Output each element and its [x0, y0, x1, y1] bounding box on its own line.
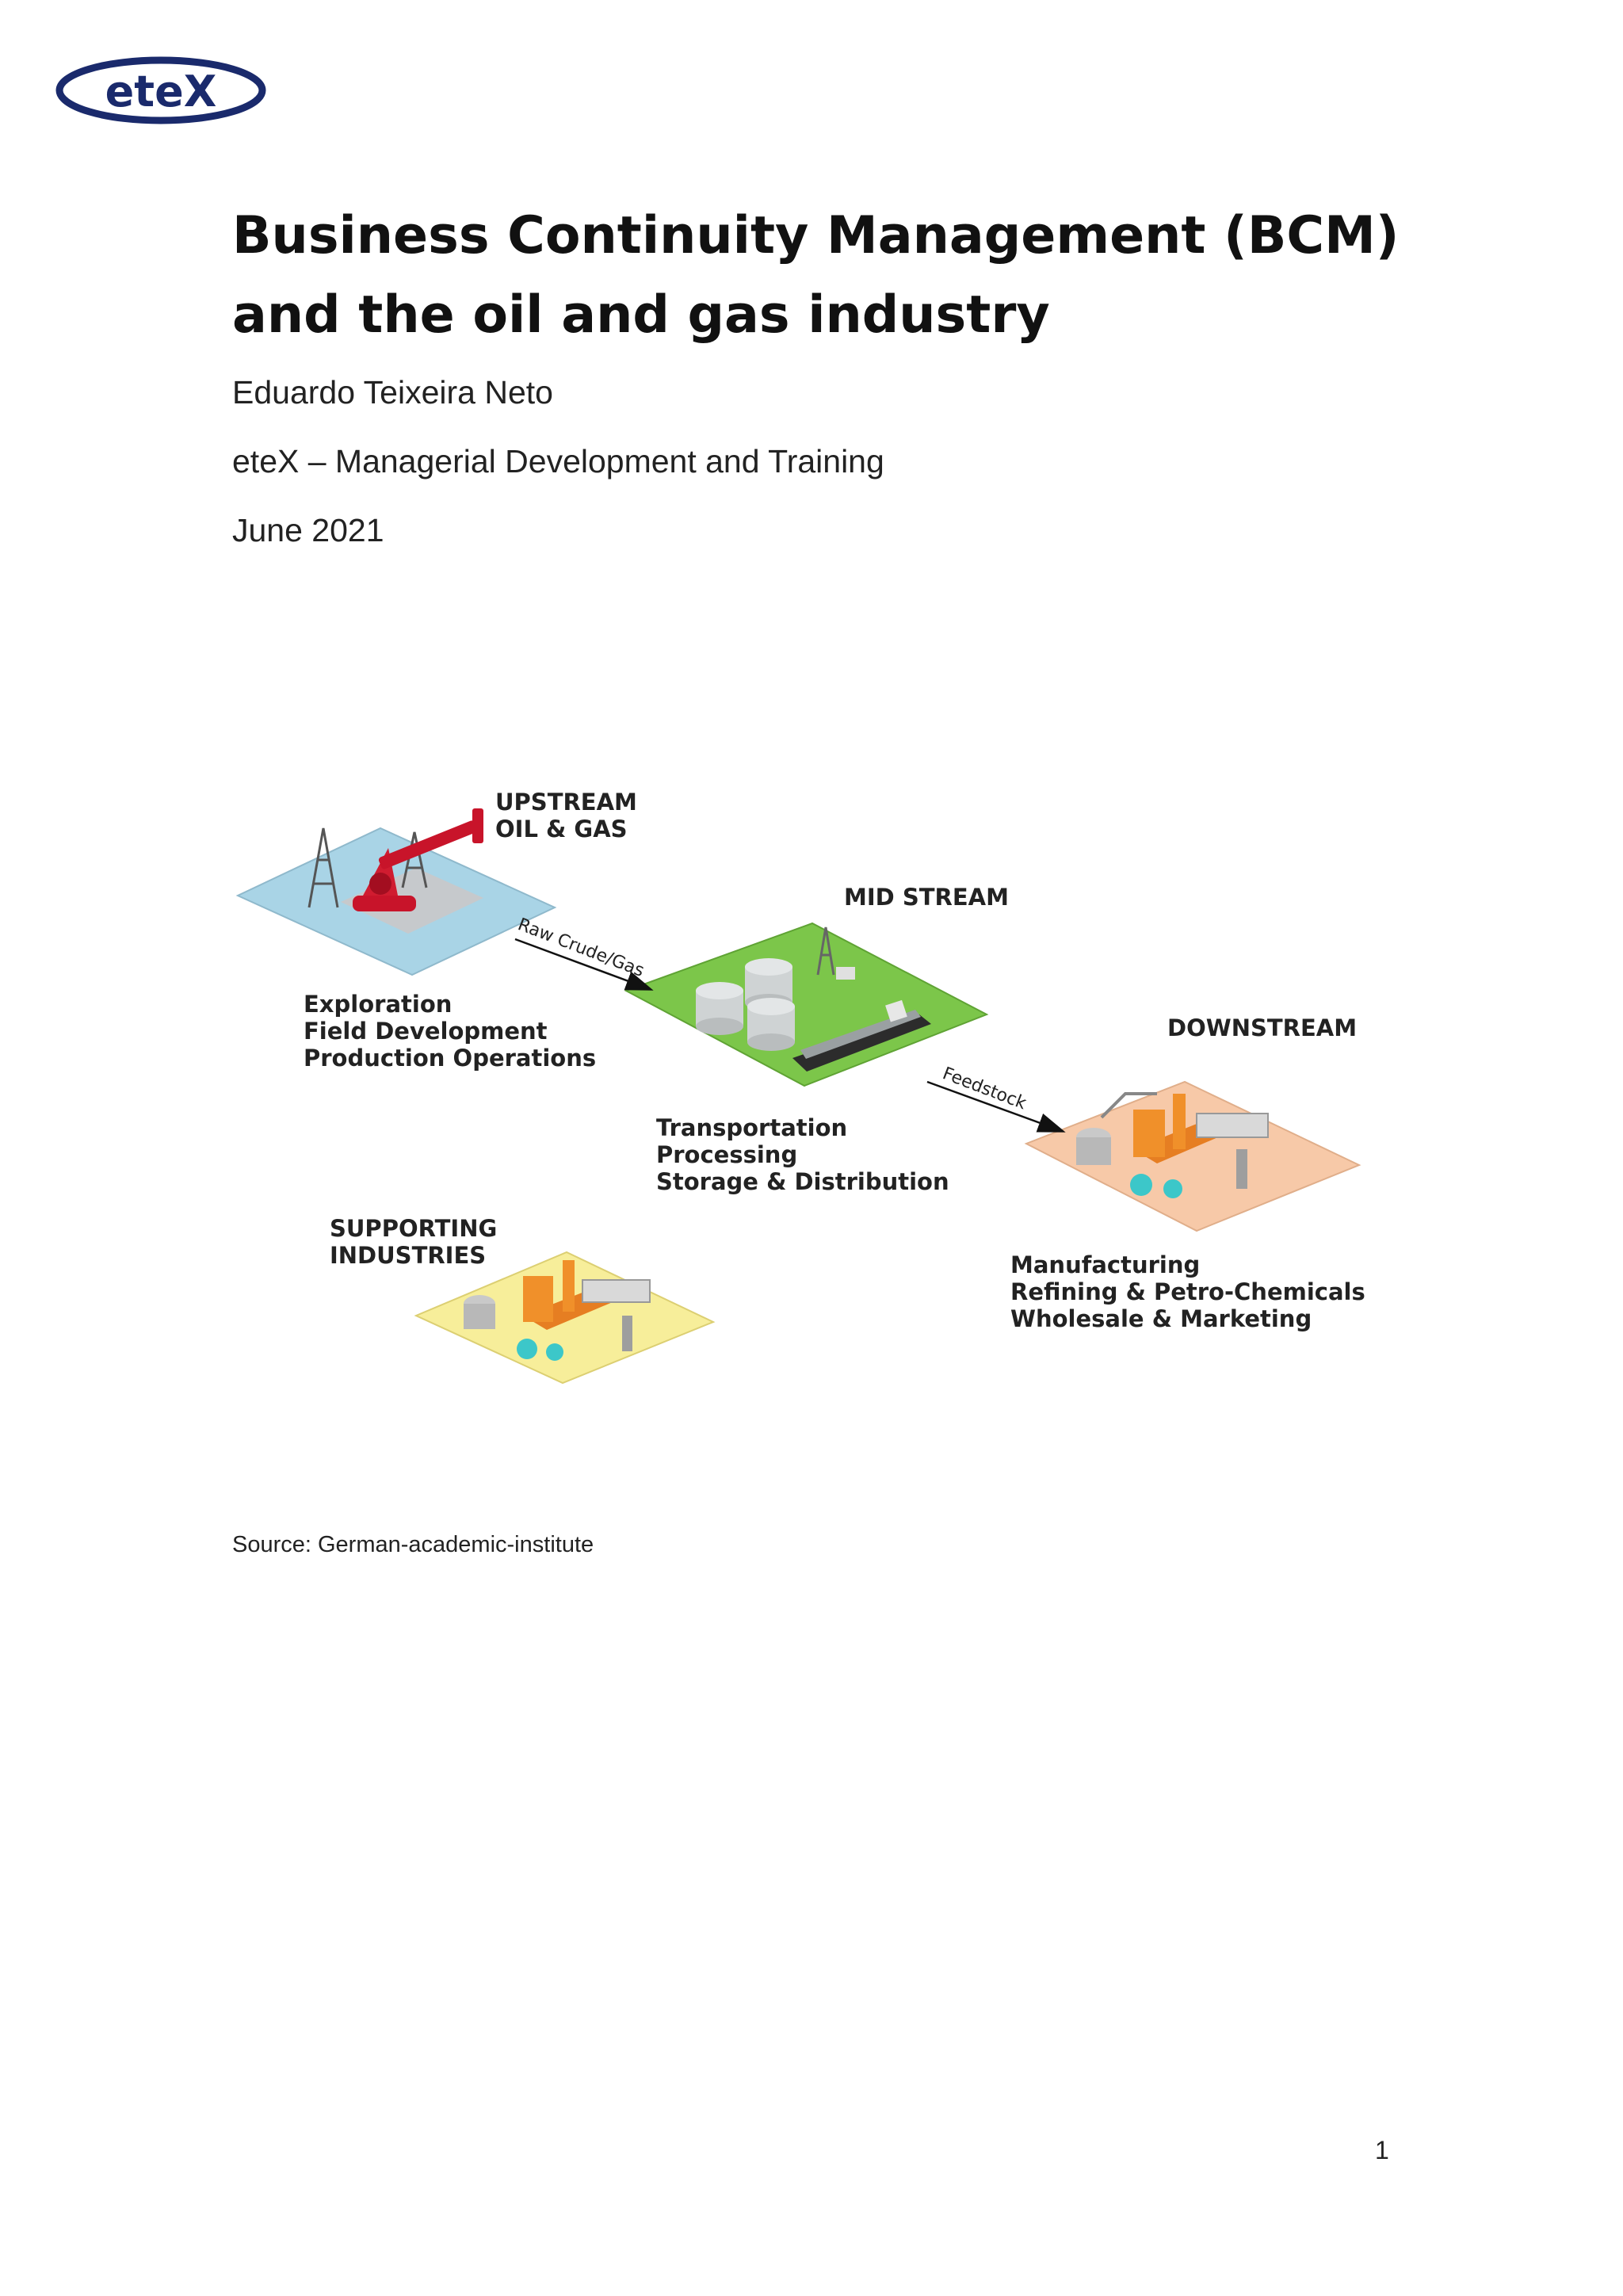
- supporting-labels: [330, 1215, 497, 1269]
- page-number: 1: [1375, 2136, 1389, 2164]
- midstream-platform: [626, 923, 987, 1086]
- upstream-activity: Exploration: [304, 991, 453, 1018]
- organization-name: eteX – Managerial Development and Training: [232, 443, 884, 479]
- author-name: Eduardo Teixeira Neto: [232, 374, 553, 411]
- upstream-heading-2: OIL & GAS: [495, 816, 628, 842]
- downstream-activity: Manufacturing: [1010, 1251, 1201, 1278]
- upstream-activity: Field Development: [304, 1018, 548, 1045]
- etex-logo: [54, 54, 268, 127]
- midstream-activity: Processing: [656, 1141, 798, 1168]
- supporting-industries-platform: [416, 1252, 713, 1383]
- midstream-activity: Storage & Distribution: [656, 1168, 949, 1195]
- raw-crude-label: Raw Crude/Gas: [514, 915, 647, 981]
- upstream-heading-1: UPSTREAM: [495, 789, 637, 816]
- value-chain-figure: [222, 777, 1411, 1427]
- feedstock-arrow: [927, 1064, 1062, 1131]
- midstream-heading: MID STREAM: [844, 884, 1009, 911]
- supporting-heading-2: INDUSTRIES: [330, 1242, 487, 1269]
- document-title: Business Continuity Management (BCM) and the oil and gas industry: [232, 206, 1400, 345]
- raw-crude-arrow: [515, 915, 650, 989]
- downstream-activity: Wholesale & Marketing: [1010, 1305, 1312, 1332]
- logo-text: eteX: [105, 67, 217, 117]
- downstream-activity: Refining & Petro-Chemicals: [1010, 1278, 1365, 1305]
- midstream-activity: Transportation: [656, 1114, 848, 1141]
- feedstock-label: Feedstock: [939, 1064, 1029, 1114]
- downstream-heading: DOWNSTREAM: [1167, 1014, 1358, 1041]
- publication-date: June 2021: [232, 512, 384, 548]
- downstream-platform: [1026, 1082, 1359, 1231]
- figure-source: Source: German-academic-institute: [232, 1532, 594, 1557]
- supporting-heading-1: SUPPORTING: [330, 1215, 498, 1242]
- upstream-activity: Production Operations: [304, 1045, 597, 1072]
